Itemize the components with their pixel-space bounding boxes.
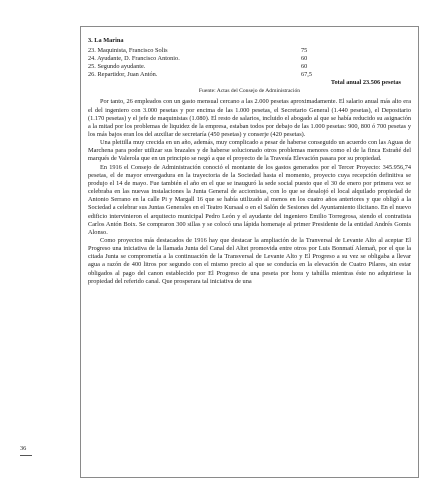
salary-row-label: 24. Ayudante, D. Francisco Antonio. bbox=[88, 54, 180, 62]
page-number: 36 bbox=[20, 445, 27, 452]
body-paragraph: En 1916 el Consejo de Administración conoció el montante de los gastos generados por el Tercer Proyecto: 345.956,74 pesetas, el de mayor envergadura en la trayectoria de la Sociedad hasta el momento, proyecto cuya recepción definitiva se produjo el 14 de mayo. Fue también el año en el que se inauguró la sede social puesto que el 30 de enero por primera vez se celebraba en las nuevas instalaciones la Junta General de accionistas, con lo que se desalojó el local alquilado propiedad de Antonio Serrano en la calle Pi y Margall 16 que se había utilizado al menos en los cuatro años anteriores y que obligó a la Sociedad a celebrar sus Juntas Generales en el Teatro Kursaal o en el Salón de Sesiones del Ayuntamiento ilicitano. En el nuevo edificio intervinieron el arquitecto municipal Pedro León y el ayudante del ingeniero Emilio Torregrosa, siendo el contratista Carlos Antón Boix. Se compraron 300 sillas y se colocó una lápida homenaje al primer Presidente de la entidad Andrés Gomis Alonso. bbox=[88, 163, 411, 236]
salary-row-label: 26. Repartidor, Juan Antón. bbox=[88, 71, 158, 79]
salary-row bbox=[88, 47, 411, 55]
page-number-rule bbox=[20, 455, 32, 456]
salary-row-value: 67,5 bbox=[301, 71, 313, 79]
document-body bbox=[88, 37, 411, 286]
table-source-note: Fuente: Actas del Consejo de Administración bbox=[198, 88, 301, 95]
section-title: 3. La Marina bbox=[88, 37, 124, 44]
body-paragraph: Por tanto, 26 empleados con un gasto mensual cercano a las 2.000 pesetas aproximadamente. El salario anual más alto era el del ingeniero con 3.000 pesetas y por encima de las 1.000 pesetas, el Secretario General (1.440 pesetas), el Depositario (1.170 pesetas) y el jefe de maquinistas (1.080). El resto de salarios, incluido el abogado al que se había reducido su asignación a la mitad por los problemas de liquidez de la empresa, estaban todos por debajo de las 1.000 pesetas: 900, 800 ó 700 pesetas y los más bajos eran los del auxiliar de secretaría (450 pesetas) y conserje (420 pesetas). bbox=[88, 98, 411, 138]
salary-row-value: 60 bbox=[301, 54, 308, 62]
salary-row bbox=[88, 55, 411, 63]
body-paragraph: Una pleitilla muy crecida en un año, además, muy complicado a pesar de haberse conseguido un acuerdo con las Aguas de Marchena para poder utilizar sus brazales y de haberse solucionado otros problemas menores como el de la finca Estrañé del marqués de Valerola que en un principio se negó a que el proyecto de la Travesía Elevación pasara por su propiedad. bbox=[88, 139, 411, 163]
salary-row-value: 60 bbox=[301, 62, 308, 70]
body-paragraph: Como proyectos más destacados de 1916 hay que destacar la ampliación de la Tranversal de Levante Alto al aceptar El Progreso una iniciativa de la llamada Junta del Canal del Altet promovida entre otros por Luis Bonmatí Alemañ, por el que la citada Junta se comprometía a la continuación de la Transversal de Levante Alto y El Progreso a su vez se obligaba a llevar agua a razón de 400 litros por segundo con el mismo precio al que se conducía en la elevación de Cuatro Pilares, sin estar obligados al pago del canon establecido por El Progreso de una peseta por hora y tahúlla mientras éste no adquiriese la propiedad del referido canal. Que prosperara tal iniciativa de una bbox=[88, 237, 411, 285]
salary-row-value: 75 bbox=[301, 46, 308, 54]
salary-row-label: 23. Maquinista, Francisco Solis bbox=[88, 46, 168, 54]
annual-total: Total anual 23.506 pesetas bbox=[330, 79, 401, 87]
salary-row-label: 25. Segundo ayudante. bbox=[88, 62, 146, 70]
salary-row bbox=[88, 71, 411, 79]
salary-row bbox=[88, 63, 411, 71]
